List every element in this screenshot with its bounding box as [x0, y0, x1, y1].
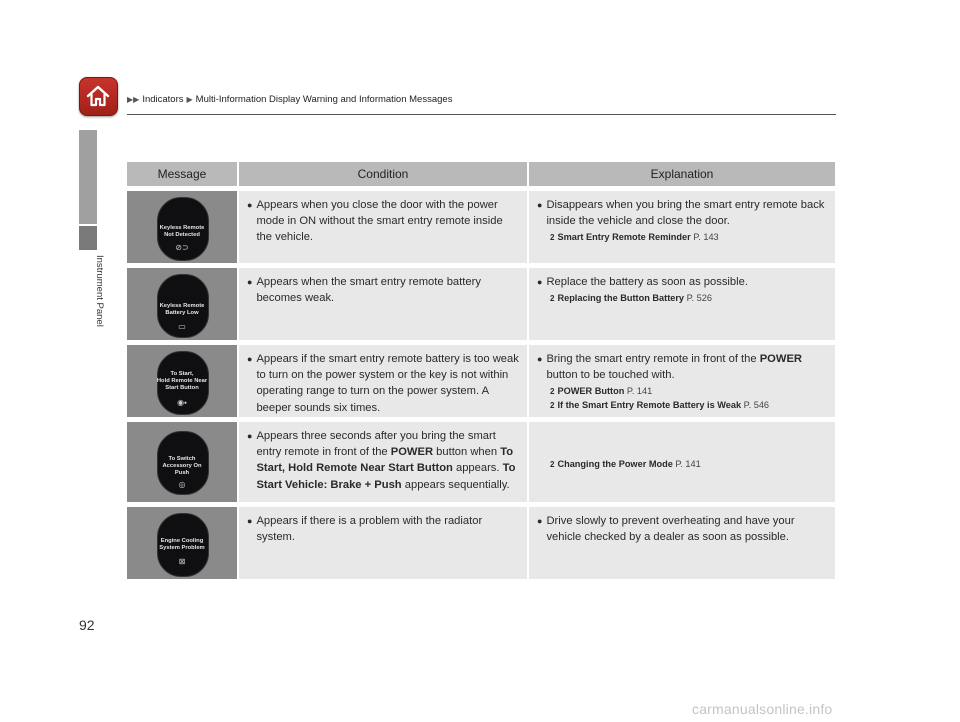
key-off-icon: ⊘⊃ — [175, 243, 189, 252]
reference-arrow-icon: 2 — [550, 294, 555, 304]
condition-cell — [237, 507, 527, 579]
message-display-cell — [127, 507, 237, 579]
reference-page: P. 143 — [693, 232, 719, 243]
condition-text: Appears if the smart entry remote battery is too weak to turn on the power system or the key is not within operating range to turn on the power system. A beeper sounds six times. — [256, 353, 519, 414]
bullet-icon: ● — [537, 516, 543, 526]
breadcrumb — [127, 94, 452, 105]
page-number: 92 — [79, 617, 95, 633]
reference-link[interactable] — [550, 385, 829, 398]
condition-bold: POWER — [390, 446, 434, 459]
message-display-cell — [127, 268, 237, 340]
reference-link[interactable] — [550, 292, 829, 305]
bullet-icon: ● — [247, 431, 253, 441]
bullet-icon: ● — [247, 354, 253, 364]
reference-title: Replacing the Button Battery — [557, 293, 685, 304]
explanation-cell — [527, 422, 835, 502]
display-screen — [127, 422, 237, 502]
explanation-text: Drive slowly to prevent overheating and have your vehicle checked by a dealer as soon as possible. — [546, 515, 795, 544]
header-rule — [127, 114, 836, 115]
message-table — [127, 157, 835, 584]
reference-arrow-icon: 2 — [550, 460, 555, 470]
side-tab-marker — [79, 226, 97, 250]
reference-page: P. 526 — [686, 293, 712, 304]
header-condition: Condition — [237, 162, 527, 186]
bullet-icon: ● — [537, 200, 543, 210]
display-line: Keyless Remote — [159, 225, 205, 231]
table-row — [127, 507, 835, 579]
message-display-cell — [127, 191, 237, 263]
watermark: carmanualsonline.info — [692, 701, 833, 717]
reference-link[interactable] — [550, 458, 829, 471]
reference-arrow-icon: 2 — [550, 387, 555, 397]
explanation-cell — [527, 268, 835, 340]
condition-bold: To Start, Hold Remote Near Start Button — [256, 446, 514, 475]
reference-page: P. 546 — [743, 399, 770, 410]
condition-cell — [237, 345, 527, 417]
display-line: Hold Remote Near — [156, 378, 208, 384]
side-tab-upper — [79, 130, 97, 224]
display-line: System Problem — [159, 545, 205, 551]
bullet-icon: ● — [247, 200, 253, 210]
display-line: Engine Cooling — [160, 538, 204, 544]
explanation-text: Replace the battery as soon as possible. — [546, 276, 748, 288]
condition-part: button when — [433, 446, 501, 459]
condition-cell — [237, 422, 527, 502]
reference-link[interactable] — [550, 399, 829, 412]
display-screen — [127, 345, 237, 417]
condition-cell — [237, 268, 527, 340]
header-message: Message — [127, 162, 237, 186]
reference-title: Changing the Power Mode — [557, 459, 673, 470]
table-row — [127, 422, 835, 502]
reference-title: Smart Entry Remote Reminder — [557, 232, 691, 243]
section-label: Instrument Panel — [94, 255, 105, 327]
bullet-icon: ● — [247, 277, 253, 287]
explanation-text — [546, 351, 829, 383]
condition-part: appears sequentially. — [401, 478, 510, 491]
explanation-cell — [527, 191, 835, 263]
breadcrumb-item-indicators[interactable]: Indicators — [142, 94, 184, 105]
table-row — [127, 191, 835, 263]
display-line: Battery Low — [165, 310, 199, 316]
display-line: To Switch — [168, 456, 196, 462]
battery-icon: ▭ — [178, 322, 186, 331]
condition-part: Appears three seconds after you bring the smart entry remote in front of the — [256, 430, 496, 459]
message-display-cell — [127, 422, 237, 502]
reference-title: POWER Button — [557, 386, 625, 397]
explanation-prefix: Bring the smart entry remote in front of the — [546, 353, 760, 365]
explanation-text: Disappears when you bring the smart entry remote back inside the vehicle and close the door. — [546, 199, 825, 228]
breadcrumb-arrow-icon: ▶▶ — [127, 95, 140, 104]
explanation-suffix: button to be touched with. — [546, 369, 675, 382]
breadcrumb-arrow-icon: ▶ — [186, 95, 193, 104]
condition-text: Appears if there is a problem with the radiator system. — [256, 515, 483, 544]
reference-link[interactable] — [550, 231, 829, 244]
explanation-bold: POWER — [759, 353, 802, 365]
display-line: Keyless Remote — [159, 303, 205, 309]
reference-arrow-icon: 2 — [550, 400, 555, 410]
bullet-icon: ● — [537, 277, 543, 287]
explanation-cell — [527, 345, 835, 417]
message-display-cell — [127, 345, 237, 417]
display-screen — [127, 268, 237, 340]
condition-text: Appears when you close the door with the power mode in ON without the smart entry remote inside the vehicle. — [256, 199, 503, 244]
condition-part: appears. — [452, 462, 503, 475]
reference-page: P. 141 — [626, 386, 653, 397]
condition-text: Appears when the smart entry remote battery becomes weak. — [256, 276, 481, 305]
display-line: Push — [174, 470, 190, 476]
power-button-icon: ◎ — [178, 480, 186, 489]
remote-key-icon: ◉⬩ — [177, 398, 187, 407]
condition-cell — [237, 191, 527, 263]
display-line: Accessory On — [162, 463, 202, 469]
table-row — [127, 268, 835, 340]
display-line: To Start, — [170, 371, 194, 377]
display-screen — [127, 507, 237, 579]
coolant-temp-icon: ⊠ — [178, 557, 186, 566]
reference-arrow-icon: 2 — [550, 233, 555, 243]
condition-text — [256, 428, 521, 493]
reference-title: If the Smart Entry Remote Battery is Weak — [557, 399, 742, 410]
home-button[interactable] — [79, 77, 118, 116]
home-icon — [85, 83, 111, 109]
display-line: Not Detected — [164, 232, 200, 238]
display-line: Start Button — [165, 385, 199, 391]
bullet-icon: ● — [247, 516, 253, 526]
reference-page: P. 141 — [675, 459, 701, 470]
condition-bold: To Start Vehicle: Brake + Push — [256, 462, 516, 491]
table-row — [127, 345, 835, 417]
explanation-cell — [527, 507, 835, 579]
bullet-icon: ● — [537, 354, 543, 364]
display-screen — [127, 191, 237, 263]
breadcrumb-item-current[interactable]: Multi-Information Display Warning and Information Messages — [195, 94, 453, 105]
header-explanation: Explanation — [527, 162, 835, 186]
